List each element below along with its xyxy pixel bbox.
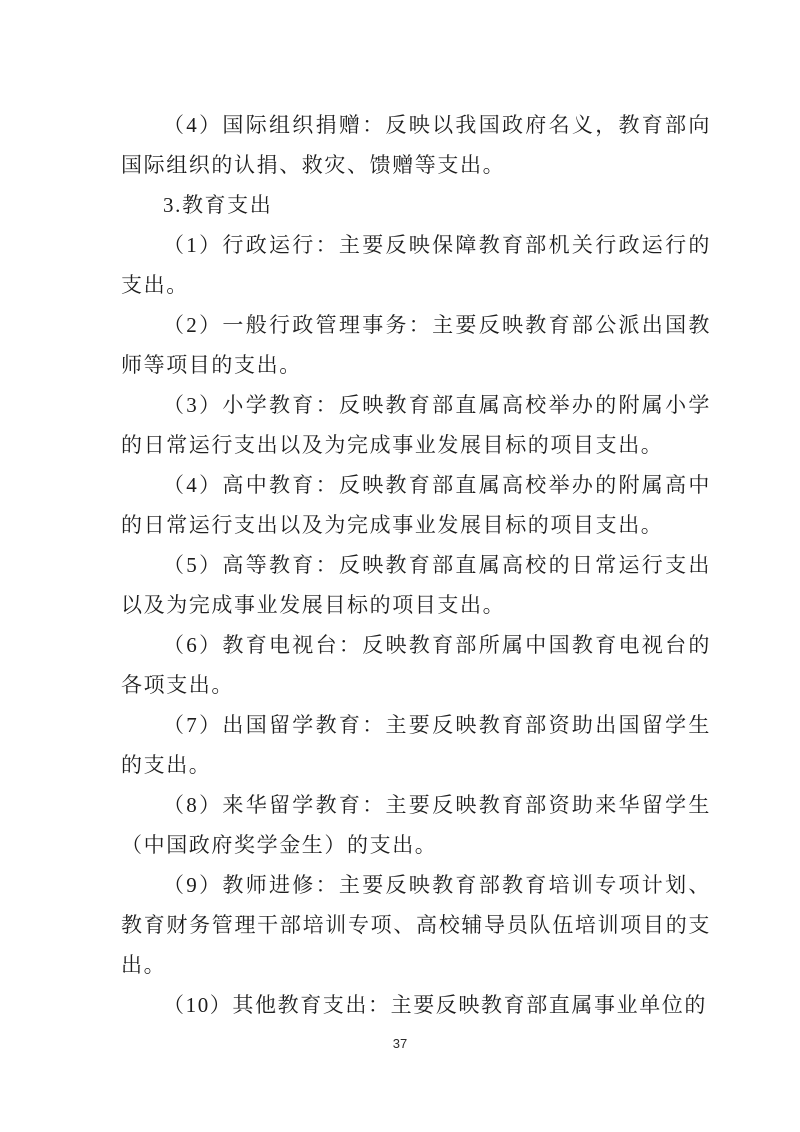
paragraph: （6）教育电视台：反映教育部所属中国教育电视台的各项支出。: [121, 633, 711, 697]
paragraph: （2）一般行政管理事务：主要反映教育部公派出国教师等项目的支出。: [121, 313, 711, 377]
paragraph: （7）出国留学教育：主要反映教育部资助出国留学生的支出。: [121, 713, 711, 777]
paragraph: （4）高中教育：反映教育部直属高校举办的附属高中的日常运行支出以及为完成事业发展目标的项目支出。: [121, 473, 711, 537]
paragraph: （4）国际组织捐赠：反映以我国政府名义，教育部向国际组织的认捐、救灾、馈赠等支出。: [121, 113, 711, 177]
paragraph: （3）小学教育：反映教育部直属高校举办的附属小学的日常运行支出以及为完成事业发展目标的项目支出。: [121, 393, 711, 457]
paragraph: （5）高等教育：反映教育部直属高校的日常运行支出以及为完成事业发展目标的项目支出。: [121, 553, 711, 617]
paragraph: （9）教师进修：主要反映教育部教育培训专项计划、教育财务管理干部培训专项、高校辅导员队伍培训项目的支出。: [121, 873, 711, 977]
paragraph: （10）其他教育支出：主要反映教育部直属事业单位的: [163, 993, 707, 1017]
document-body: [121, 105, 711, 1025]
page-number: 37: [392, 1036, 408, 1051]
paragraph: （1）行政运行：主要反映保障教育部机关行政运行的支出。: [121, 233, 711, 297]
paragraph: （8）来华留学教育：主要反映教育部资助来华留学生（中国政府奖学金生）的支出。: [121, 793, 711, 857]
section-heading: 3.教育支出: [163, 193, 273, 217]
